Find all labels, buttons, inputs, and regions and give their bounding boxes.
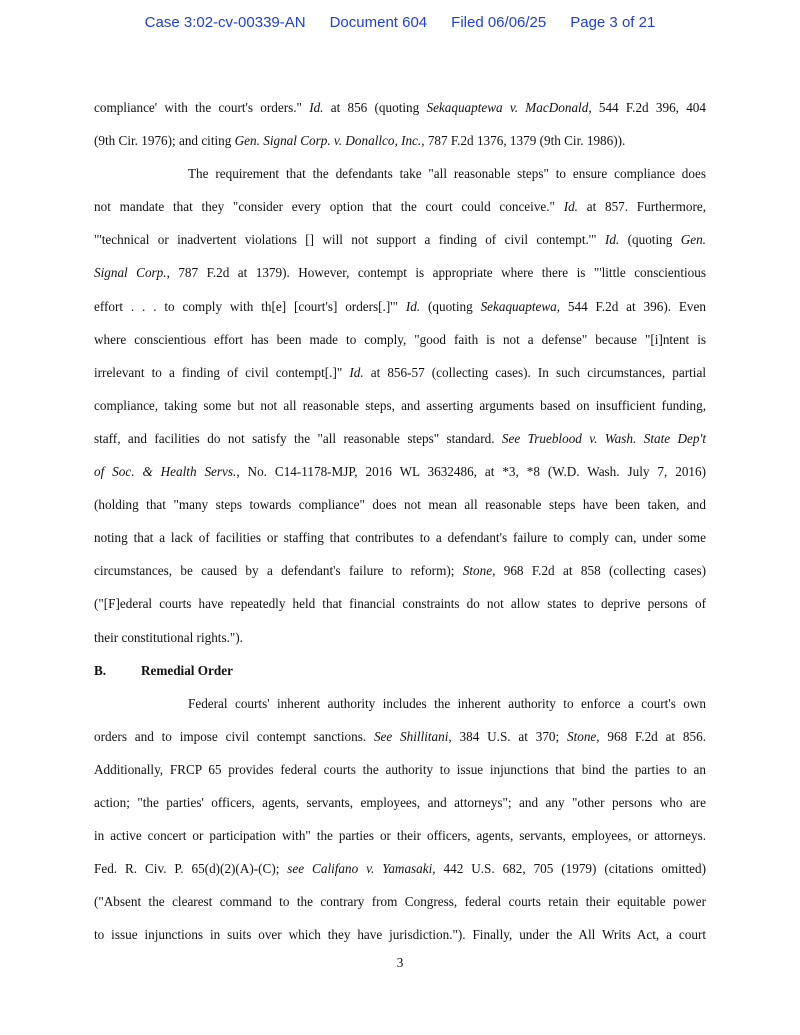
body-line: ("Absent the clearest command to the contrary from Congress, federal courts retain their equitable power	[94, 894, 706, 910]
body-line: Additionally, FRCP 65 provides federal courts the authority to issue injunctions that bind the parties to an	[94, 761, 706, 777]
page-count: Page 3 of 21	[570, 14, 656, 31]
body-line: where conscientious effort has been made to comply, "good faith is not a defense" because "[i]ntent is	[94, 331, 706, 347]
document-number: Document 604	[329, 14, 428, 31]
case-number: Case 3:02-cv-00339-AN	[144, 14, 306, 31]
body-line: ("[F]ederal courts have repeatedly held that financial constraints do not allow states to deprive persons of	[94, 596, 706, 612]
body-line: action; "the parties' officers, agents, servants, employees, and attorneys"; and any "other persons who are	[94, 794, 706, 810]
body-line: in active concert or participation with" the parties or their officers, agents, servants, employees, or attorneys.	[94, 828, 706, 844]
section-letter: B.	[94, 662, 107, 678]
section-title: Remedial Order	[141, 662, 233, 678]
section-heading	[94, 654, 706, 687]
body-line: staff, and facilities do not satisfy the "all reasonable steps" standard. See Trueblood v. Wash. State Dep't	[94, 430, 706, 446]
body-line: noting that a lack of facilities or staffing that contributes to a defendant's failure to comply can, under some	[94, 530, 706, 546]
body-line: their constitutional rights.").	[94, 629, 243, 645]
body-line: Federal courts' inherent authority includes the inherent authority to enforce a court's own	[188, 695, 706, 711]
body-line: compliance' with the court's orders." Id. at 856 (quoting Sekaquaptewa v. MacDonald, 544 F.2d 396, 404	[94, 100, 706, 115]
page-number: 3	[396, 955, 404, 970]
body-line: (9th Cir. 1976); and citing Gen. Signal Corp. v. Donallco, Inc., 787 F.2d 1376, 1379 (9th Cir. 1986)).	[94, 133, 626, 149]
body-line: to issue injunctions in suits over which they have jurisdiction."). Finally, under the All Writs Act, a court	[94, 927, 706, 943]
body-line: "'technical or inadvertent violations [] will not support a finding of civil contempt.'" Id. (quoting Gen.	[94, 232, 706, 248]
body-line: of Soc. & Health Servs., No. C14-1178-MJP, 2016 WL 3632486, at *3, *8 (W.D. Wash. July 7, 2016)	[94, 464, 707, 480]
body-line: The requirement that the defendants take "all reasonable steps" to ensure compliance does	[188, 166, 706, 182]
body-line: Fed. R. Civ. P. 65(d)(2)(A)-(C); see Califano v. Yamasaki, 442 U.S. 682, 705 (1979) (citations omitted)	[94, 861, 707, 877]
body-line: (holding that "many steps towards compliance" does not mean all reasonable steps have been taken, and	[94, 497, 706, 513]
body-line: compliance, taking some but not all reasonable steps, and asserting arguments based on insufficient funding,	[94, 397, 706, 413]
body-line: circumstances, be caused by a defendant's failure to reform); Stone, 968 F.2d at 858 (collecting cases)	[94, 563, 706, 579]
filed-date: Filed 06/06/25	[451, 14, 547, 31]
body-line: irrelevant to a finding of civil contempt[.]" Id. at 856-57 (collecting cases). In such circumstances, partial	[94, 364, 706, 380]
body-line: orders and to impose civil contempt sanctions. See Shillitani, 384 U.S. at 370; Stone, 968 F.2d at 856.	[94, 728, 706, 744]
document-body	[94, 91, 706, 951]
body-line: effort . . . to comply with th[e] [court's] orders[.]'" Id. (quoting Sekaquaptewa, 544 F.2d at 396). Even	[94, 298, 706, 314]
body-line: Signal Corp., 787 F.2d at 1379). However, contempt is appropriate where there is "'little conscientious	[94, 265, 706, 281]
ecf-header	[0, 14, 800, 31]
body-line: not mandate that they "consider every option that the court could conceive." Id. at 857. Furthermore,	[94, 199, 706, 215]
